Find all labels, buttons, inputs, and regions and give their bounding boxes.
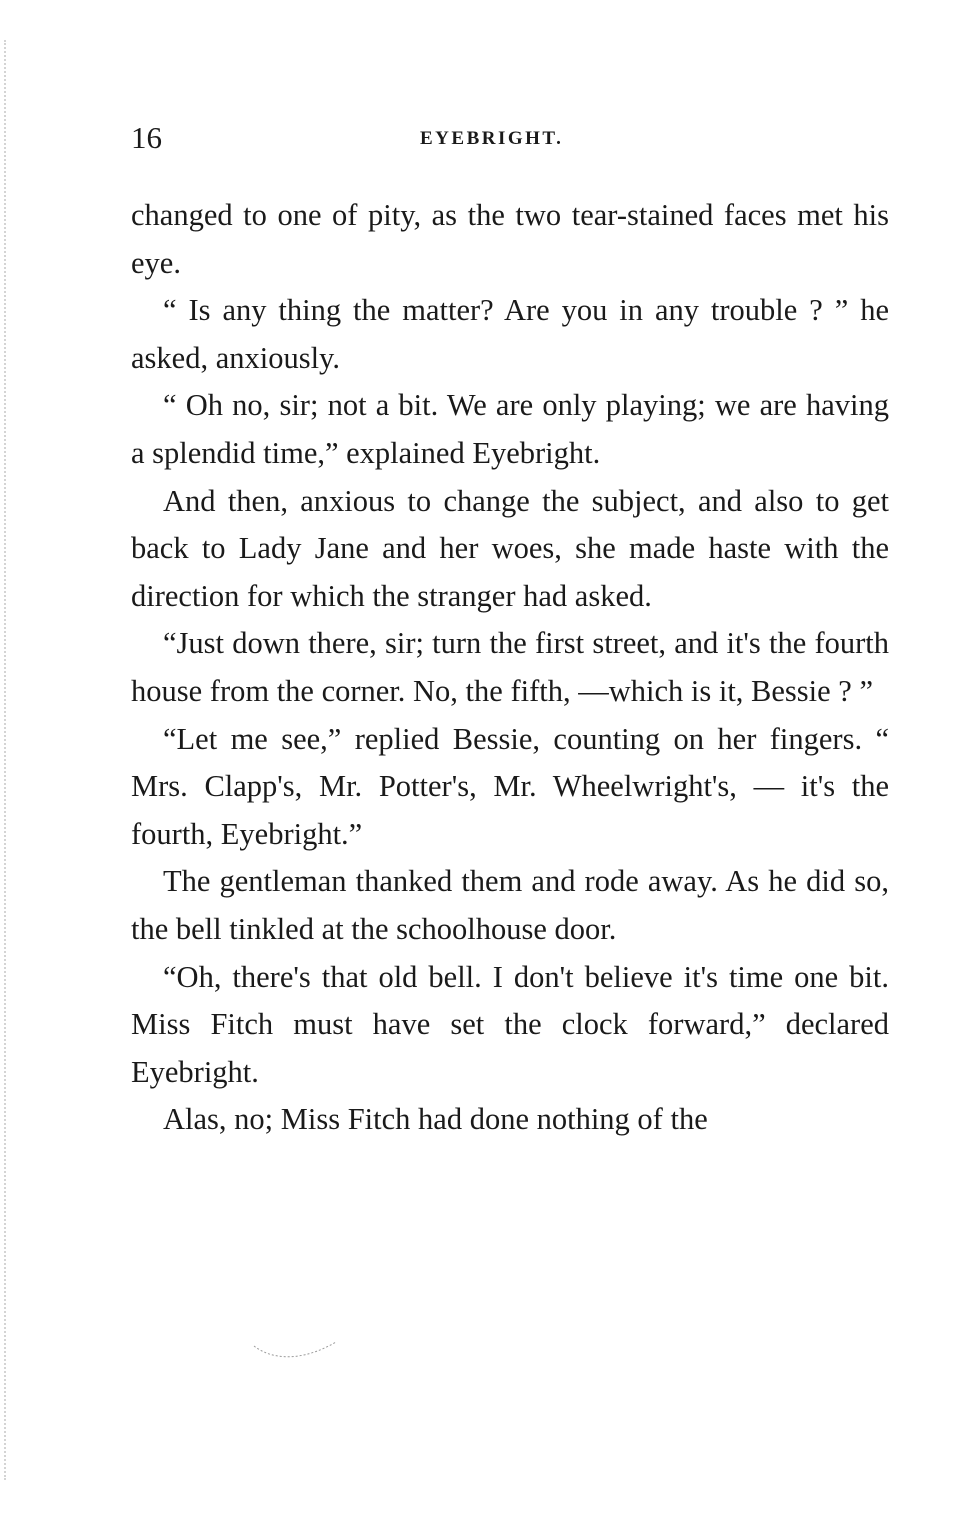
paragraph: “Let me see,” replied Bessie, counting on her fingers. “ Mrs. Clapp's, Mr. Potter's, Mr. Wheelwright's, — it's the fourth, Eyebright.” <box>131 721 889 851</box>
paragraph: “Oh, there's that old bell. I don't believe it's time one bit. Miss Fitch must have set the clock forward,” declared Eyebright. <box>131 959 889 1089</box>
ink-mark <box>252 1338 338 1366</box>
paragraph: And then, anxious to change the subject, and also to get back to Lady Jane and her woes, she made haste with the direction for which the stranger had asked. <box>131 483 889 613</box>
paragraph: “ Is any thing the matter? Are you in any trouble ? ” he asked, anxiously. <box>131 293 889 375</box>
page-number: 16 <box>131 120 162 155</box>
paragraph: Alas, no; Miss Fitch had done nothing of the <box>163 1102 708 1137</box>
running-head <box>131 118 889 158</box>
paragraph: “ Oh no, sir; not a bit. We are only playing; we are having a splendid time,” explained Eyebright. <box>131 388 889 470</box>
running-title: EYEBRIGHT. <box>420 128 564 149</box>
page-edge <box>4 40 8 1480</box>
paragraph: The gentleman thanked them and rode away. As he did so, the bell tinkled at the schoolhouse door. <box>131 864 889 946</box>
paragraph: “Just down there, sir; turn the first street, and it's the fourth house from the corner. No, the fifth, —which is it, Bessie ? ” <box>131 626 889 708</box>
paragraph: changed to one of pity, as the two tear-stained faces met his eye. <box>131 198 889 280</box>
body-text <box>131 192 889 1144</box>
